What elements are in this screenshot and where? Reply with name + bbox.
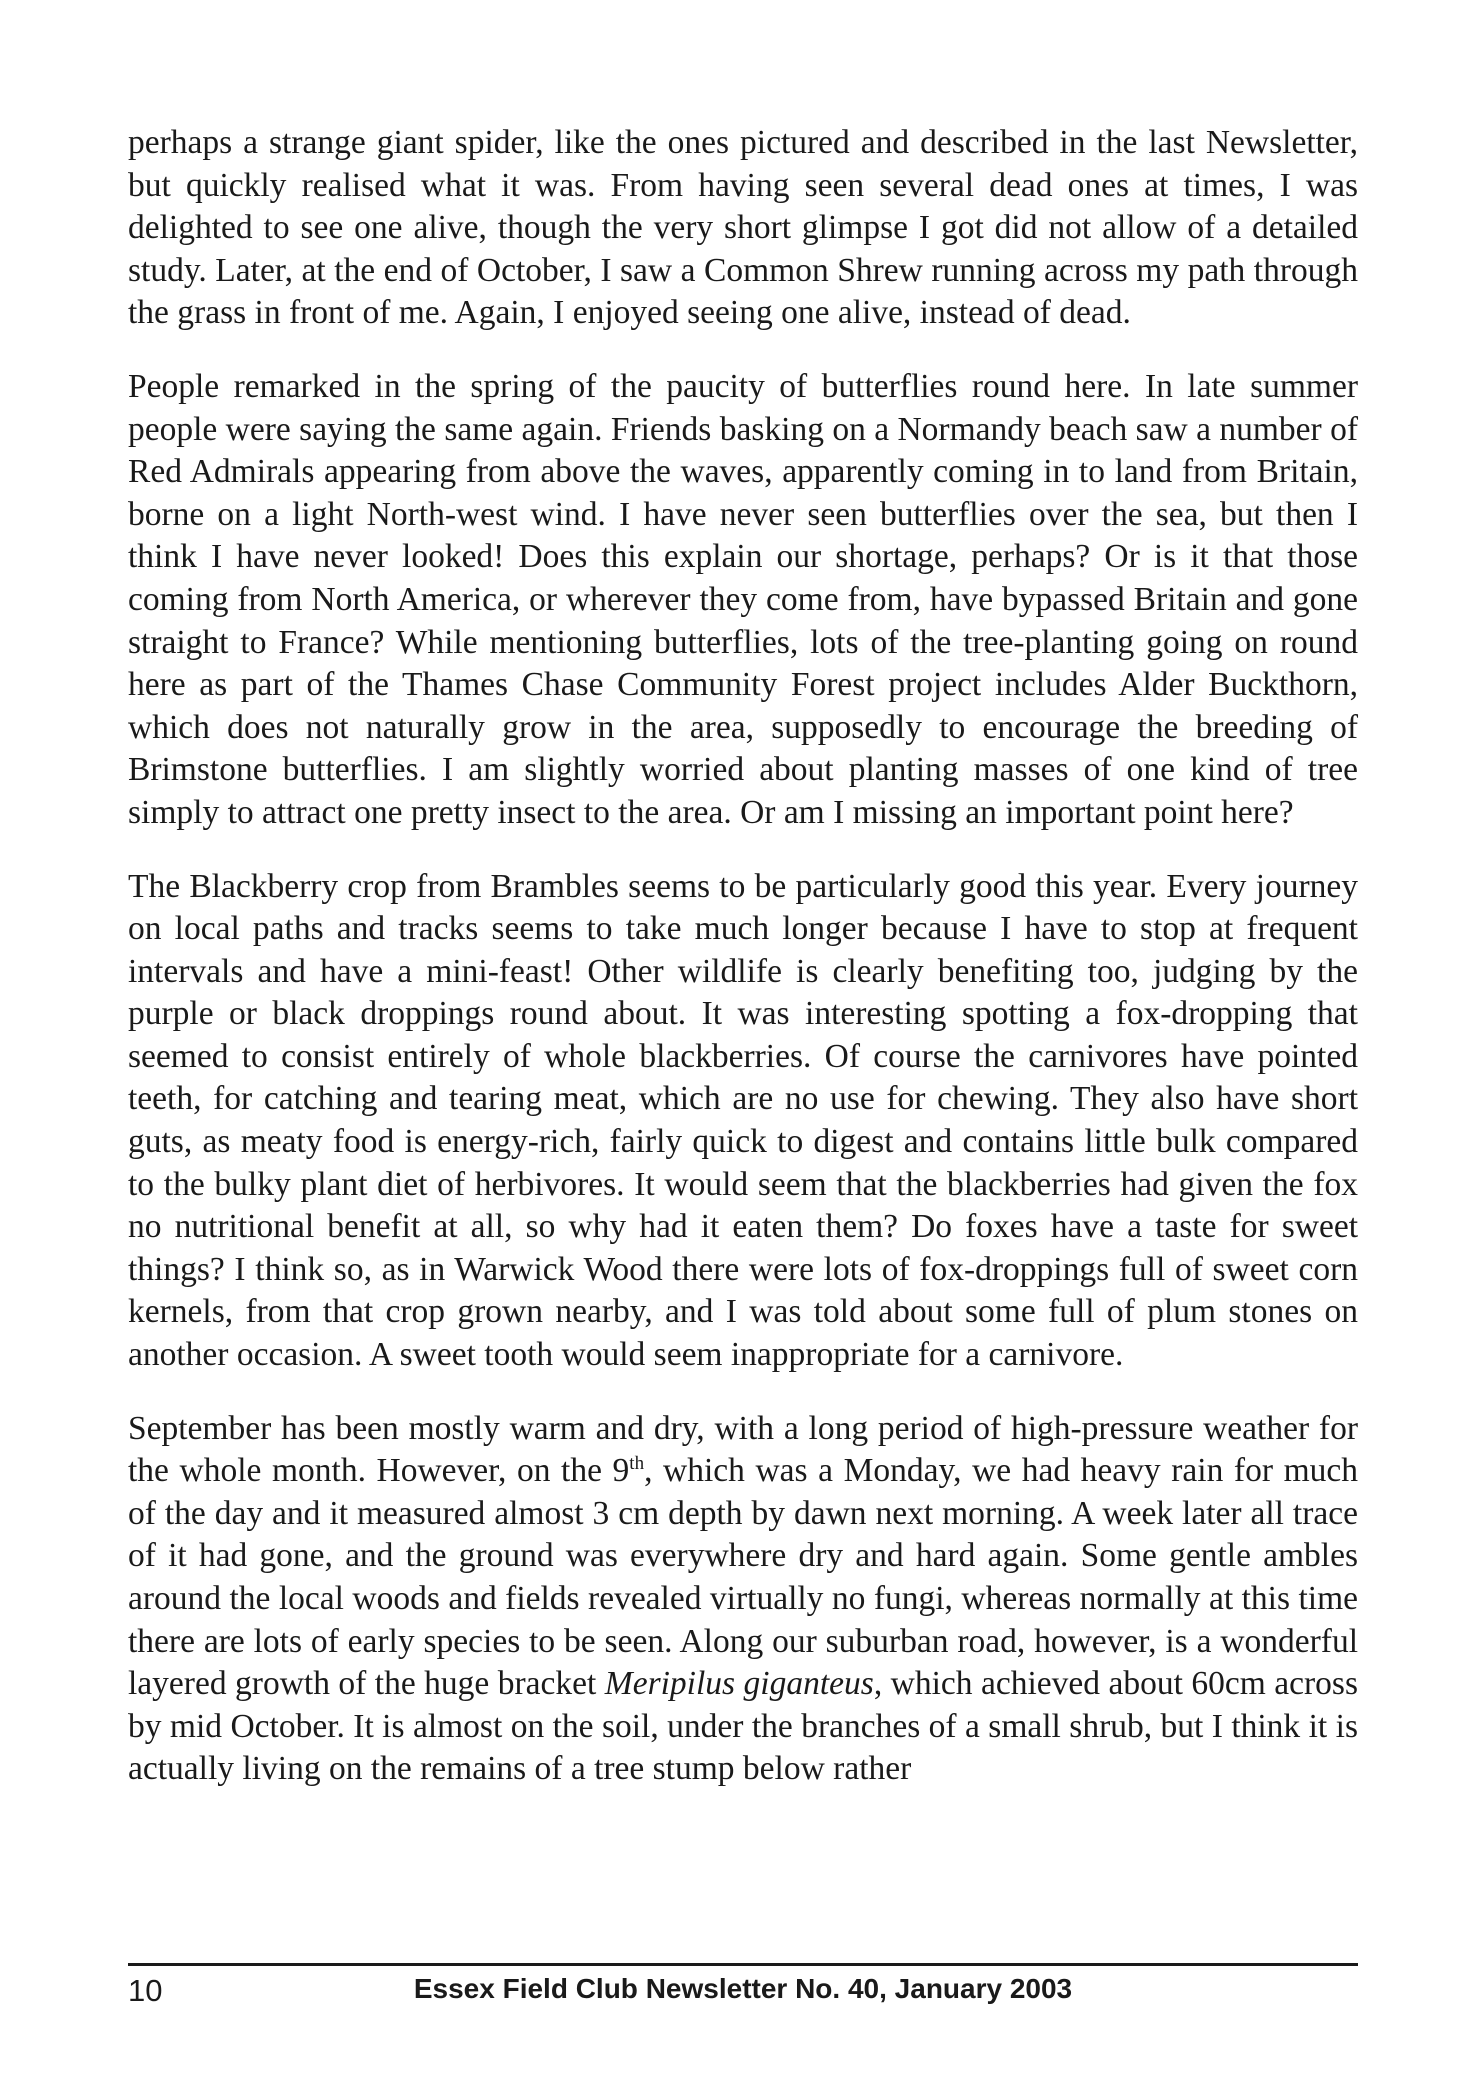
page-footer [128, 1973, 1358, 2013]
weather-text-start: September has been mostly warm and dry, with a long period of high-pressure weather for the whole month. However, on the 9 [128, 1409, 1358, 1490]
ordinal-suffix: th [629, 1453, 645, 1475]
weather-text-end: , which achieved about 60cm across by mid October. It is almost on the soil, under the branches of a small shrub, but I think it is actually living on the remains of a tree stump below rather [128, 1665, 1358, 1788]
paragraph-blackberries: The Blackberry crop from Brambles seems to be particularly good this year. Every journey on local paths and tracks seems to take much longer because I have to stop at frequent intervals and have a mini-feast! Other wildlife is clearly benefiting too, judging by the purple or black droppings round about. It was interesting spotting a fox-dropping that seemed to consist entirely of whole blackberries. Of course the carnivores have pointed teeth, for catching and tearing meat, which are no use for chewing. They also have short guts, as meaty food is energy-rich, fairly quick to digest and contains little bulk compared to the bulky plant diet of herbivores. It would seem that the blackberries had given the fox no nutritional benefit at all, so why had it eaten them? Do foxes have a taste for sweet things? I think so, as in Warwick Wood there were lots of fox-droppings full of sweet corn kernels, from that crop grown nearby, and I was told about some full of plum stones on another occasion. A sweet tooth would seem inappropriate for a carnivore. [128, 867, 1358, 1374]
species-name: Meripilus giganteus [604, 1665, 874, 1703]
paragraph-shrew: perhaps a strange giant spider, like the ones pictured and described in the last Newsletter, but quickly realised what it was. From having seen several dead ones at times, I was delighted to see one alive, though the very short glimpse I got did not allow of a detailed study. Later, at the end of October, I saw a Common Shrew running across my path through the grass in front of me. Again, I enjoyed seeing one alive, instead of dead. [128, 124, 1358, 332]
paragraph-september-weather [128, 1408, 1358, 1791]
newsletter-title: Essex Field Club Newsletter No. 40, January 2003 [413, 1973, 1073, 2004]
footer-divider [128, 1963, 1358, 1966]
weather-text-middle: , which was a Monday, we had heavy rain for much of the day and it measured almost 3 cm depth by dawn next morning. A week later all trace of it had gone, and the ground was everywhere dry and hard again. Some gentle ambles around the local woods and fields revealed virtually no fungi, whereas normally at this time there are lots of early species to be seen. Along our suburban road, however, is a wonderful layered growth of the huge bracket [128, 1452, 1358, 1703]
paragraph-butterflies: People remarked in the spring of the paucity of butterflies round here. In late summer people were saying the same again. Friends basking on a Normandy beach saw a number of Red Admirals appearing from above the waves, apparently coming in to land from Britain, borne on a light North-west wind. I have never seen butterflies over the sea, but then I think I have never looked! Does this explain our shortage, perhaps? Or is it that those coming from North America, or wherever they come from, have bypassed Britain and gone straight to France? While mentioning butterflies, lots of the tree-planting going on round here as part of the Thames Chase Community Forest project includes Alder Buckthorn, which does not naturally grow in the area, supposedly to encourage the breeding of Brimstone butterflies. I am slightly worried about planting masses of one kind of tree simply to attract one pretty insect to the area. Or am I missing an important point here? [128, 367, 1358, 831]
page-number: 10 [128, 1973, 163, 2008]
article-body [128, 122, 1358, 1822]
